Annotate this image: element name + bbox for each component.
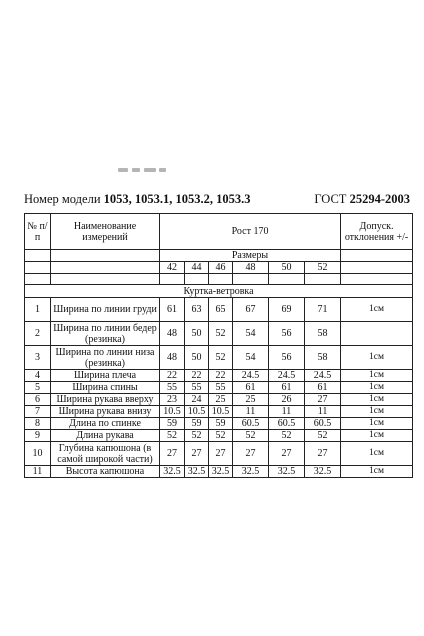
measurement-value: 25 — [233, 394, 269, 406]
measurement-value: 52 — [269, 430, 305, 442]
measurement-name: Высота капюшона — [51, 466, 160, 478]
table-row — [25, 466, 413, 478]
table-row — [25, 346, 413, 370]
measurement-value: 11 — [305, 406, 341, 418]
measurement-value: 27 — [305, 394, 341, 406]
measurement-value: 65 — [209, 298, 233, 322]
measurement-value: 22 — [185, 370, 209, 382]
measurement-value: 24.5 — [305, 370, 341, 382]
row-number: 2 — [25, 322, 51, 346]
measurement-value: 58 — [305, 322, 341, 346]
table-row — [25, 370, 413, 382]
measurement-value: 52 — [209, 346, 233, 370]
measurement-name: Ширина по линии низа (резинка) — [51, 346, 160, 370]
measurement-value: 52 — [160, 430, 185, 442]
table-row — [25, 418, 413, 430]
table-row — [25, 406, 413, 418]
row-number: 9 — [25, 430, 51, 442]
cell-empty — [305, 274, 341, 285]
header-tolerance: Допуск. отклонения +/- — [341, 214, 413, 250]
measurement-value: 56 — [269, 322, 305, 346]
measurement-value: 27 — [269, 442, 305, 466]
measurement-value: 61 — [305, 382, 341, 394]
tolerance-value: 1см — [341, 370, 413, 382]
measurement-value: 32.5 — [160, 466, 185, 478]
measurement-value: 54 — [233, 322, 269, 346]
model-prefix: Номер модели — [24, 192, 101, 206]
header-measurement-name: Наименование измерений — [51, 214, 160, 250]
measurement-value: 61 — [160, 298, 185, 322]
model-numbers: 1053, 1053.1, 1053.2, 1053.3 — [103, 192, 251, 206]
cell-empty — [25, 250, 51, 262]
measurement-value: 32.5 — [233, 466, 269, 478]
gost-line — [314, 192, 410, 206]
sizes-row — [25, 262, 413, 274]
cell-empty — [160, 274, 185, 285]
table-row — [25, 442, 413, 466]
sizes-title: Размеры — [160, 250, 341, 262]
gost-number: 25294-2003 — [349, 192, 410, 206]
measurement-value: 24.5 — [233, 370, 269, 382]
cell-empty — [341, 262, 413, 274]
measurement-value: 59 — [185, 418, 209, 430]
measurement-value: 27 — [185, 442, 209, 466]
gost-prefix: ГОСТ — [314, 192, 347, 206]
row-number: 8 — [25, 418, 51, 430]
measurement-value: 10.5 — [185, 406, 209, 418]
row-number: 6 — [25, 394, 51, 406]
measurement-name: Ширина по линии груди — [51, 298, 160, 322]
measurement-name: Ширина рукава внизу — [51, 406, 160, 418]
measurement-value: 52 — [233, 430, 269, 442]
measurement-value: 52 — [305, 430, 341, 442]
size-44: 44 — [185, 262, 209, 274]
measurement-value: 58 — [305, 346, 341, 370]
size-52: 52 — [305, 262, 341, 274]
measurement-value: 32.5 — [185, 466, 209, 478]
measurement-name: Глубина капюшона (в самой широкой части) — [51, 442, 160, 466]
measurement-name: Ширина спины — [51, 382, 160, 394]
size-chart-table — [24, 213, 413, 478]
measurement-value: 69 — [269, 298, 305, 322]
section-title: Куртка-ветровка — [25, 285, 413, 298]
size-42: 42 — [160, 262, 185, 274]
tolerance-value: 1см — [341, 298, 413, 322]
measurement-value: 27 — [305, 442, 341, 466]
tolerance-value: 1см — [341, 406, 413, 418]
row-number: 1 — [25, 298, 51, 322]
cell-empty — [233, 274, 269, 285]
measurement-value: 32.5 — [305, 466, 341, 478]
size-50: 50 — [269, 262, 305, 274]
tolerance-value: 1см — [341, 442, 413, 466]
measurement-value: 24 — [185, 394, 209, 406]
model-number-line — [24, 192, 251, 206]
tolerance-value: 1см — [341, 418, 413, 430]
tolerance-value: 1см — [341, 394, 413, 406]
measurement-name: Длина рукава — [51, 430, 160, 442]
table-row — [25, 298, 413, 322]
measurement-value: 32.5 — [269, 466, 305, 478]
measurement-value: 11 — [233, 406, 269, 418]
cell-empty — [269, 274, 305, 285]
section-title-row — [25, 285, 413, 298]
table-header-row — [25, 214, 413, 250]
measurement-value: 25 — [209, 394, 233, 406]
measurement-name: Ширина рукава вверху — [51, 394, 160, 406]
cell-empty — [51, 262, 160, 274]
table-row — [25, 430, 413, 442]
measurement-name: Ширина по линии бедер (резинка) — [51, 322, 160, 346]
cell-empty — [25, 262, 51, 274]
tolerance-value: 1см — [341, 382, 413, 394]
row-number: 4 — [25, 370, 51, 382]
measurement-value: 60.5 — [305, 418, 341, 430]
measurement-value: 48 — [160, 322, 185, 346]
measurement-value: 48 — [160, 346, 185, 370]
measurement-value: 50 — [185, 322, 209, 346]
measurement-value: 52 — [209, 430, 233, 442]
measurement-value: 23 — [160, 394, 185, 406]
spacer-row — [25, 274, 413, 285]
tolerance-value — [341, 322, 413, 346]
cell-empty — [341, 250, 413, 262]
tolerance-value: 1см — [341, 346, 413, 370]
measurement-value: 55 — [209, 382, 233, 394]
measurement-value: 67 — [233, 298, 269, 322]
measurement-name: Ширина плеча — [51, 370, 160, 382]
measurement-value: 55 — [160, 382, 185, 394]
header-number: № п/п — [25, 214, 51, 250]
cell-empty — [185, 274, 209, 285]
measurement-value: 60.5 — [269, 418, 305, 430]
measurement-value: 50 — [185, 346, 209, 370]
measurement-value: 59 — [160, 418, 185, 430]
row-number: 10 — [25, 442, 51, 466]
cell-empty — [209, 274, 233, 285]
measurement-value: 32.5 — [209, 466, 233, 478]
measurement-value: 71 — [305, 298, 341, 322]
measurement-value: 11 — [269, 406, 305, 418]
header-height: Рост 170 — [160, 214, 341, 250]
size-48: 48 — [233, 262, 269, 274]
measurement-value: 22 — [209, 370, 233, 382]
measurement-value: 27 — [209, 442, 233, 466]
measurement-value: 52 — [185, 430, 209, 442]
table-row — [25, 322, 413, 346]
row-number: 3 — [25, 346, 51, 370]
cell-empty — [51, 250, 160, 262]
measurement-value: 63 — [185, 298, 209, 322]
measurement-value: 27 — [233, 442, 269, 466]
cell-empty — [341, 274, 413, 285]
measurement-value: 52 — [209, 322, 233, 346]
table-row — [25, 394, 413, 406]
measurement-value: 10.5 — [160, 406, 185, 418]
measurement-value: 24.5 — [269, 370, 305, 382]
measurement-value: 55 — [185, 382, 209, 394]
row-number: 11 — [25, 466, 51, 478]
table-row — [25, 382, 413, 394]
measurement-value: 61 — [233, 382, 269, 394]
measurement-value: 60.5 — [233, 418, 269, 430]
sizes-title-row — [25, 250, 413, 262]
tolerance-value: 1см — [341, 466, 413, 478]
measurement-value: 26 — [269, 394, 305, 406]
measurement-name: Длина по спинке — [51, 418, 160, 430]
row-number: 7 — [25, 406, 51, 418]
measurement-value: 10.5 — [209, 406, 233, 418]
tolerance-value: 1см — [341, 430, 413, 442]
measurement-value: 27 — [160, 442, 185, 466]
measurement-value: 59 — [209, 418, 233, 430]
measurement-value: 54 — [233, 346, 269, 370]
cell-empty — [25, 274, 51, 285]
cell-empty — [51, 274, 160, 285]
measurement-value: 22 — [160, 370, 185, 382]
faded-text-smudge — [118, 168, 168, 173]
measurement-value: 56 — [269, 346, 305, 370]
measurement-value: 61 — [269, 382, 305, 394]
row-number: 5 — [25, 382, 51, 394]
size-46: 46 — [209, 262, 233, 274]
